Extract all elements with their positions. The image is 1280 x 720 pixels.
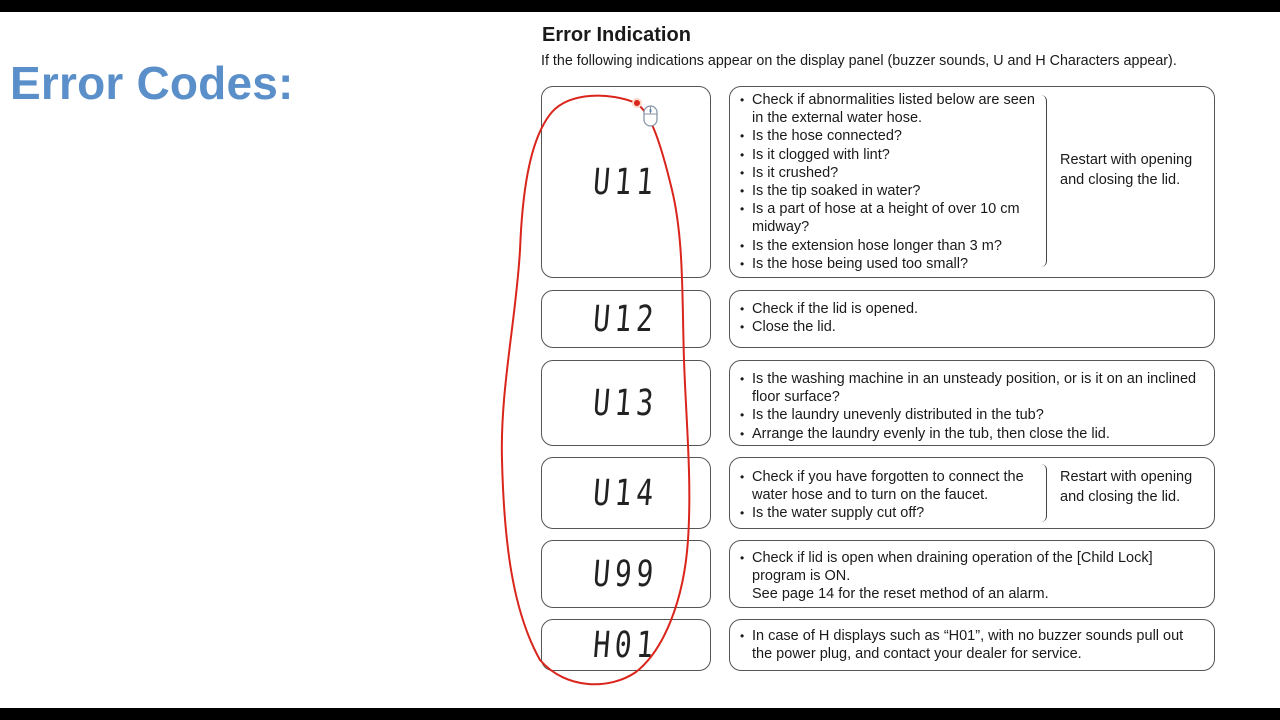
check-list <box>738 370 1204 443</box>
bracket <box>1038 464 1047 522</box>
check-list <box>738 627 1204 663</box>
list-item: • Arrange the laundry evenly in the tub, then close the lid. <box>738 425 1204 443</box>
error-code: U13 <box>591 382 661 424</box>
error-code: H01 <box>591 624 661 666</box>
document-heading: Error Indication <box>542 24 691 46</box>
error-code-display-u12 <box>541 290 711 348</box>
list-item: • Check if you have forgotten to connect the water hose and to turn on the faucet. <box>738 468 1050 504</box>
list-item: • Is a part of hose at a height of over 10 cm midway? <box>738 200 1050 236</box>
list-item: • In case of H displays such as “H01”, with no buzzer sounds pull out the power plug, and contact your dealer for service. <box>738 627 1204 663</box>
error-code-display-u99 <box>541 540 711 608</box>
document-intro: If the following indications appear on the display panel (buzzer sounds, U and H Characters appear). <box>541 53 1177 69</box>
list-item: • Is the tip soaked in water? <box>738 182 1050 200</box>
list-item: • Is the extension hose longer than 3 m? <box>738 237 1050 255</box>
list-item: • Is the hose being used too small? <box>738 255 1050 273</box>
list-item: • Check if the lid is opened. <box>738 300 1204 318</box>
check-list <box>738 91 1050 273</box>
restart-action: Restart with opening and closing the lid. <box>1060 469 1193 505</box>
error-code: U99 <box>591 553 661 595</box>
error-message-u13 <box>729 360 1215 446</box>
error-message-u11 <box>729 86 1215 278</box>
mouse-cursor-icon <box>641 103 661 129</box>
list-item: • Is the hose connected? <box>738 127 1050 145</box>
error-message-u14 <box>729 457 1215 529</box>
error-code-display-u13 <box>541 360 711 446</box>
list-item: • Is the laundry unevenly distributed in the tub? <box>738 406 1204 424</box>
list-item: • Is the water supply cut off? <box>738 504 1050 522</box>
letterbox-bottom <box>0 708 1280 720</box>
letterbox-top <box>0 0 1280 12</box>
error-message-h01 <box>729 619 1215 671</box>
error-code: U11 <box>591 161 661 203</box>
list-item: • Check if lid is open when draining operation of the [Child Lock] program is ON. <box>738 549 1204 585</box>
error-code-display-h01 <box>541 619 711 671</box>
bracket <box>1038 95 1047 267</box>
check-list <box>738 468 1050 523</box>
error-code: U12 <box>591 298 661 340</box>
check-list <box>738 549 1204 604</box>
check-list <box>738 300 1204 336</box>
list-item: • Is the washing machine in an unsteady position, or is it on an inclined floor surface? <box>738 370 1204 406</box>
restart-action: Restart with opening and closing the lid. <box>1060 152 1193 188</box>
list-item: • Is it clogged with lint? <box>738 146 1050 164</box>
list-item: • Check if abnormalities listed below are seen in the external water hose. <box>738 91 1050 127</box>
list-item: • Is it crushed? <box>738 164 1050 182</box>
list-item: • Close the lid. <box>738 318 1204 336</box>
error-code-display-u11 <box>541 86 711 278</box>
error-message-u99 <box>729 540 1215 608</box>
slide-title: Error Codes: <box>10 57 294 109</box>
error-code-display-u14 <box>541 457 711 529</box>
error-message-u12 <box>729 290 1215 348</box>
error-code: U14 <box>591 472 661 514</box>
list-item: See page 14 for the reset method of an alarm. <box>752 586 1049 603</box>
